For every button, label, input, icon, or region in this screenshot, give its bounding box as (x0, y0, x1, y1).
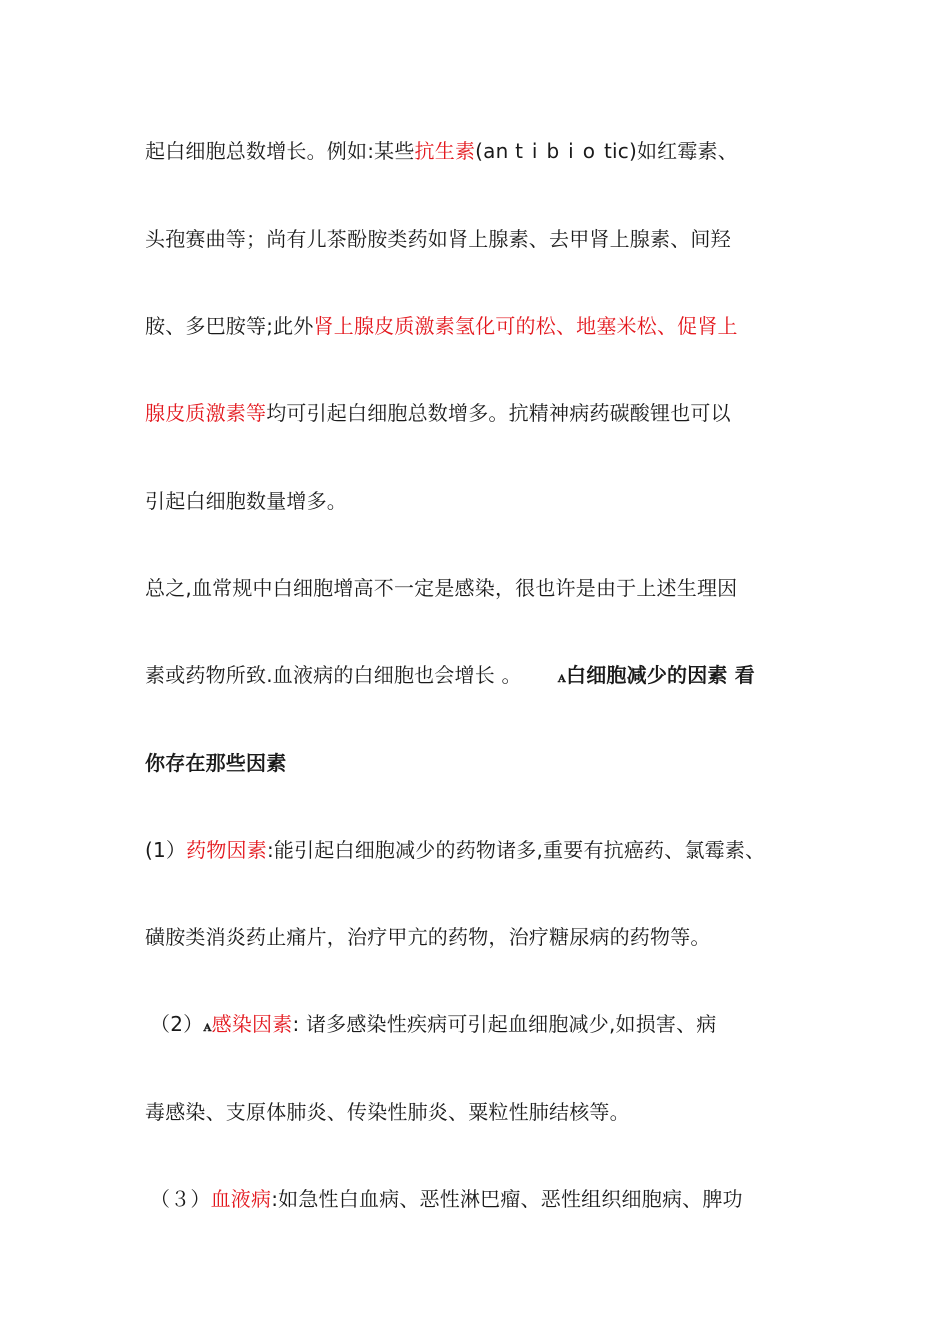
paragraph-line-7 (145, 661, 755, 691)
paragraph-line-11 (150, 1010, 717, 1040)
paragraph-line-13 (150, 1185, 743, 1213)
line-text: 胺、多巴胺等;此外 (145, 314, 314, 338)
line-text: 起白细胞总数增长。例如:某些 (145, 139, 415, 163)
line-text: : 诸多感染性疾病可引起血细胞减少,如损害、病 (292, 1012, 717, 1036)
paragraph-line-5 (145, 487, 347, 515)
paragraph-line-3 (145, 312, 738, 340)
section-heading: 白细胞减少的因素 看 (566, 663, 755, 687)
bullet-mark-icon: ꭺ (203, 1016, 212, 1035)
line-text: (an (475, 139, 509, 163)
line-text: 总之,血常规中白细胞增高不一定是感染，很也许是由于上述生理因 (145, 576, 738, 600)
line-text: :如急性白血病、恶性淋巴瘤、恶性组织细胞病、脾功 (271, 1187, 743, 1211)
line-text: 均可引起白细胞总数增多。抗精神病药碳酸锂也可以 (266, 401, 731, 425)
paragraph-line-2 (145, 225, 731, 253)
highlight-corticosteroids-cont: 腺皮质激素等 (145, 401, 267, 425)
bullet-mark-icon: ꭺ (557, 667, 567, 686)
highlight-antibiotic: 抗生素 (414, 139, 476, 163)
highlight-blood-disease: 血液病 (210, 1187, 272, 1211)
line-text: 毒感染、支原体肺炎、传染性肺炎、粟粒性肺结核等。 (145, 1100, 630, 1124)
line-text: tic)如红霉素、 (603, 139, 738, 163)
line-text: 头孢赛曲等；尚有儿茶酚胺类药如肾上腺素、去甲肾上腺素、间羟 (145, 227, 731, 251)
list-number: （３） (150, 1187, 211, 1211)
paragraph-line-12 (145, 1098, 630, 1126)
line-text: 磺胺类消炎药止痛片，治疗甲亢的药物，治疗糖尿病的药物等。 (145, 925, 711, 949)
line-text: 引起白细胞数量增多。 (145, 489, 347, 513)
paragraph-line-4 (145, 399, 731, 427)
paragraph-line-9 (145, 836, 765, 864)
highlight-infection-factors: 感染因素 (211, 1012, 293, 1036)
spaced-text: tibio (515, 139, 604, 163)
line-text: 素或药物所致.血液病的白细胞也会增长 。 (145, 663, 522, 687)
section-heading-cont: 你存在那些因素 (145, 751, 287, 775)
section-heading-line (145, 749, 286, 777)
highlight-corticosteroids: 肾上腺皮质激素氢化可的松、地塞米松、促肾上 (313, 314, 738, 338)
paragraph-line-10 (145, 923, 711, 951)
list-number: (1） (145, 838, 187, 862)
highlight-drug-factors: 药物因素 (186, 838, 267, 862)
paragraph-line-1 (145, 137, 738, 165)
list-number: （2） (150, 1012, 204, 1036)
paragraph-line-6 (145, 574, 737, 602)
line-text: :能引起白细胞减少的药物诸多,重要有抗癌药、氯霉素、 (266, 838, 766, 862)
